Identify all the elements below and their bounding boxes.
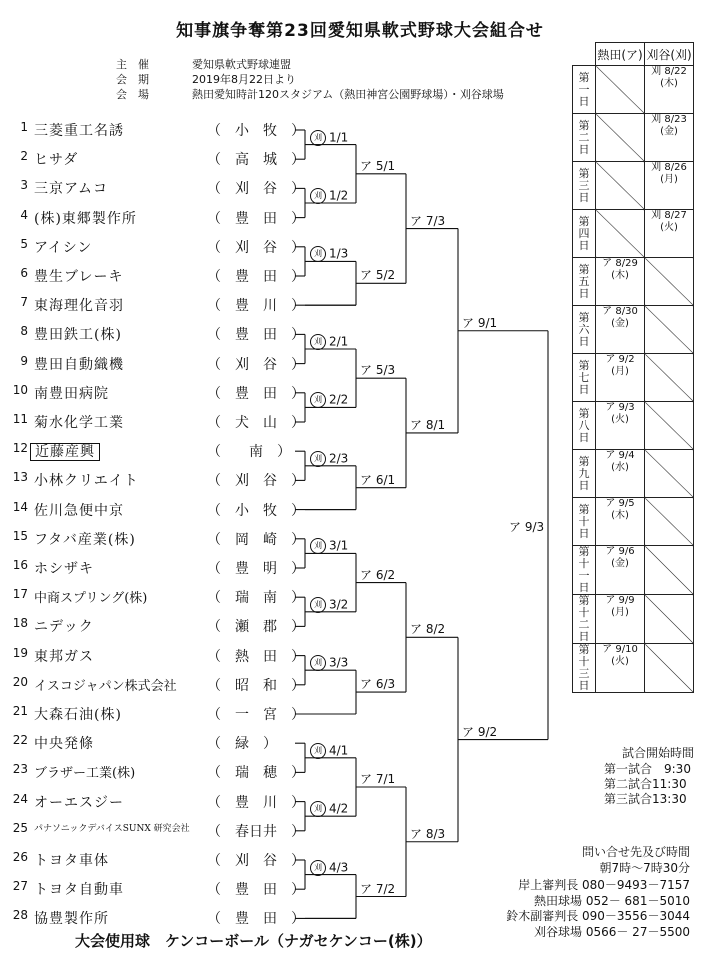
team-city: （ 豊 田 ） <box>207 327 305 344</box>
schedule-day-label: 第五日 <box>578 262 590 300</box>
team-number: 26 <box>12 850 28 864</box>
schedule-day <box>573 162 596 210</box>
team-city: （ 豊 川 ） <box>207 298 305 315</box>
team-number: 8 <box>20 324 28 339</box>
team-name-text: 中央発條 <box>34 736 94 753</box>
team-number: 14 <box>12 499 28 514</box>
schedule-atsuta-cell: ア 9/5 (木) <box>596 498 645 546</box>
match-label <box>310 451 348 467</box>
match-label <box>462 316 497 330</box>
venue-mark: 刈 <box>310 538 326 554</box>
info-value: 2019年8月22日より <box>192 73 296 86</box>
schedule-kariya-cell <box>645 306 694 354</box>
match-label <box>310 860 348 876</box>
venue-mark: 刈 <box>310 801 326 817</box>
contact-line: 刈谷球場 0566－ 27－5500 <box>534 924 690 939</box>
schedule-atsuta-cell <box>596 114 645 162</box>
match-label <box>360 159 395 173</box>
info-key: 主 催 <box>116 58 149 71</box>
schedule-atsuta-cell: ア 9/10 (火) <box>596 644 645 693</box>
schedule-header-kariya: 刈谷(刈) <box>645 43 694 66</box>
team-number: 28 <box>12 908 28 923</box>
schedule-header-atsuta: 熱田(ア) <box>596 43 645 66</box>
schedule-atsuta-cell <box>596 162 645 210</box>
schedule-row <box>573 546 694 595</box>
team-city: （ 刈 谷 ） <box>207 181 305 198</box>
match-date: ア 8/1 <box>410 417 446 432</box>
team-name-text: ホシザキ <box>34 561 94 577</box>
match-label <box>310 655 348 671</box>
info-value: 熱田愛知時計120スタジアム（熱田神宮公園野球場）・刈谷球場 <box>192 88 504 101</box>
info-key: 会 場 <box>116 88 149 101</box>
match-date: ア 6/1 <box>360 472 396 487</box>
match-label <box>360 772 395 786</box>
team-number: 6 <box>20 266 28 280</box>
match-date: 1/1 <box>329 130 349 145</box>
team-number: 4 <box>20 207 28 222</box>
team-name-text: トヨタ自動車 <box>34 882 124 899</box>
team-name-text: 佐川急便中京 <box>34 502 124 519</box>
schedule-day <box>573 114 596 162</box>
team-city: （ 豊 田 ） <box>207 911 305 928</box>
team-number: 20 <box>12 674 28 689</box>
schedule-day <box>573 402 596 450</box>
match-date: 1/2 <box>329 188 349 203</box>
team-city: （ 刈 谷 ） <box>207 473 305 490</box>
schedule-atsuta-cell: ア 9/6 (金) <box>596 546 645 595</box>
schedule-day <box>573 66 596 114</box>
schedule-row <box>573 402 694 450</box>
match-date: ア 5/3 <box>360 363 396 378</box>
team-name-text: 豊田鉄工(株) <box>34 327 122 344</box>
team-name-text: パナソニックデバイスSUNX 研究会社 <box>34 823 190 834</box>
match-date: ア 6/3 <box>360 677 396 692</box>
schedule-day <box>573 644 596 693</box>
match-label <box>310 743 348 759</box>
schedule-day <box>573 498 596 546</box>
schedule-row <box>573 595 694 644</box>
team-city: （ 豊 田 ） <box>207 385 305 402</box>
team-number: 13 <box>12 470 28 485</box>
match-label <box>410 214 445 228</box>
schedule-day <box>573 450 596 498</box>
schedule-table <box>572 42 694 693</box>
start-times-heading: 試合開始時間 <box>622 746 695 760</box>
team-name-text: 大森石油(株) <box>34 707 122 723</box>
team-city: （ 春日井 ） <box>207 823 305 840</box>
schedule-day-label: 第十二日 <box>578 594 590 643</box>
schedule-kariya-cell: 刈 8/22 (木) <box>645 66 694 114</box>
schedule-day-label: 第一日 <box>578 70 590 108</box>
start-time-line: 第二試合11:30 <box>604 777 687 791</box>
schedule-day <box>573 595 596 644</box>
team-number: 9 <box>20 353 28 368</box>
schedule-day <box>573 210 596 258</box>
team-number: 5 <box>20 236 28 251</box>
contact-line: 熱田球場 052－ 681－5010 <box>534 893 690 908</box>
team-city: （ 高 城 ） <box>207 152 305 169</box>
match-date: ア 9/2 <box>462 724 498 739</box>
match-date: 4/2 <box>329 801 349 816</box>
schedule-kariya-cell: 刈 8/27 (火) <box>645 210 694 258</box>
schedule-day-label: 第十三日 <box>578 643 590 692</box>
schedule-day-label: 第四日 <box>578 214 590 252</box>
schedule-day <box>573 354 596 402</box>
schedule-kariya-cell <box>645 402 694 450</box>
contact-hours: 朝7時～7時30分 <box>599 861 690 875</box>
team-city: （ 豊 田 ） <box>207 882 305 899</box>
venue-mark: 刈 <box>310 334 326 350</box>
team-number: 15 <box>12 528 28 543</box>
schedule-corner <box>573 43 596 66</box>
schedule-kariya-cell: 刈 8/26 (月) <box>645 162 694 210</box>
team-number: 12 <box>12 441 28 456</box>
team-city: （ 刈 谷 ） <box>207 853 305 869</box>
venue-mark: 刈 <box>310 597 326 613</box>
team-city: （ 豊 川 ） <box>207 794 305 811</box>
schedule-kariya-cell <box>645 498 694 546</box>
team-city: （ 犬 山 ） <box>207 415 305 431</box>
match-date: ア 6/2 <box>360 567 396 582</box>
team-name-text: ヒサダ <box>34 152 79 169</box>
schedule-day-label: 第九日 <box>578 454 590 492</box>
schedule-atsuta-cell: ア 8/29 (木) <box>596 258 645 306</box>
venue-mark: 刈 <box>310 655 326 671</box>
match-date: ア 7/1 <box>360 772 396 786</box>
schedule-row <box>573 66 694 114</box>
team-city: （ 瑞 南 ） <box>207 590 305 607</box>
match-label <box>360 363 395 377</box>
schedule-row <box>573 644 694 693</box>
team-number: 2 <box>20 149 28 164</box>
schedule-row <box>573 258 694 306</box>
team-number: 10 <box>12 382 28 397</box>
team-number: 25 <box>12 820 28 835</box>
match-label <box>462 725 497 739</box>
schedule-atsuta-cell <box>596 210 645 258</box>
team-name-text: 東海理化音羽 <box>34 298 124 315</box>
official-ball-note: 大会使用球 ケンコーボール（ナガセケンコー(株)） <box>75 932 432 950</box>
match-date: ア 9/1 <box>462 315 498 330</box>
schedule-atsuta-cell: ア 9/9 (月) <box>596 595 645 644</box>
team-city: （ 熱 田 ） <box>207 648 305 665</box>
schedule-kariya-cell <box>645 450 694 498</box>
team-name-text: 南豊田病院 <box>34 385 109 402</box>
match-date: 4/1 <box>329 743 349 758</box>
team-city: （ 岡 崎 ） <box>207 531 305 548</box>
contact-line: 岸上審判長 080－9493－7157 <box>518 878 690 892</box>
match-date: 4/3 <box>329 860 349 875</box>
info-key: 会 期 <box>116 73 149 86</box>
team-city: （ 豊 明 ） <box>207 561 305 577</box>
team-city: （ 刈 谷 ） <box>207 239 305 256</box>
team-name-text: 三京アムコ <box>34 181 109 198</box>
schedule-day <box>573 258 596 306</box>
match-date: ア 7/2 <box>360 881 396 896</box>
team-name-text: 豊田自動織機 <box>34 356 124 373</box>
match-label <box>410 622 445 636</box>
team-name-text: ブラザー工業(株) <box>34 766 136 782</box>
schedule-row <box>573 162 694 210</box>
team-number: 17 <box>12 587 28 602</box>
team-city: （ 緑 ） <box>207 736 277 753</box>
schedule-kariya-cell <box>645 258 694 306</box>
team-number: 27 <box>12 879 28 894</box>
schedule-row <box>573 354 694 402</box>
schedule-row <box>573 306 694 354</box>
schedule-day <box>573 306 596 354</box>
schedule-day-label: 第二日 <box>578 118 590 156</box>
team-number: 21 <box>12 704 28 718</box>
team-name-text: トヨタ車体 <box>34 853 109 869</box>
schedule-atsuta-cell: ア 9/4 (水) <box>596 450 645 498</box>
match-label <box>310 188 348 204</box>
match-label <box>410 418 445 432</box>
team-city: （ 瀬 郡 ） <box>207 619 305 636</box>
team-name-text: アイシン <box>34 239 93 256</box>
venue-mark: 刈 <box>310 860 326 876</box>
team-name-text: 近藤産興 <box>30 443 100 461</box>
team-city: （ 小 牧 ） <box>207 123 305 139</box>
schedule-atsuta-cell: ア 9/2 (月) <box>596 354 645 402</box>
schedule-kariya-cell <box>645 546 694 595</box>
schedule-kariya-cell <box>645 644 694 693</box>
team-name-text: 豊生ブレーキ <box>34 269 124 285</box>
match-date: ア 8/2 <box>410 622 446 637</box>
match-label <box>310 392 348 408</box>
team-name-text: イスコジャパン株式会社 <box>34 678 177 694</box>
team-city: （ 南 ） <box>207 444 291 461</box>
match-label <box>310 334 348 350</box>
schedule-row <box>573 210 694 258</box>
team-city: （ 刈 谷 ） <box>207 356 305 373</box>
venue-mark: 刈 <box>310 188 326 204</box>
schedule-day <box>573 546 596 595</box>
match-label <box>360 677 395 691</box>
team-number: 11 <box>12 412 28 426</box>
schedule-kariya-cell: 刈 8/23 (金) <box>645 114 694 162</box>
schedule-kariya-cell <box>645 354 694 402</box>
match-label <box>310 246 348 262</box>
match-date: ア 5/2 <box>360 268 396 283</box>
team-number: 16 <box>12 558 28 572</box>
match-label <box>360 568 395 582</box>
match-date: 1/3 <box>329 246 349 261</box>
team-city: （ 小 牧 ） <box>207 502 305 519</box>
start-time-line: 第一試合 9:30 <box>604 762 691 776</box>
venue-mark: 刈 <box>310 743 326 759</box>
team-name-text: 協豊製作所 <box>34 911 109 928</box>
schedule-kariya-cell <box>645 595 694 644</box>
venue-mark: 刈 <box>310 392 326 408</box>
team-number: 24 <box>12 791 28 806</box>
team-number: 7 <box>20 295 28 310</box>
match-date: 2/1 <box>329 334 349 349</box>
start-time-line: 第三試合13:30 <box>604 792 687 806</box>
match-date: 2/2 <box>329 392 349 407</box>
match-label <box>310 597 348 613</box>
team-number: 23 <box>12 762 28 777</box>
contact-heading: 問い合せ先及び時間 <box>581 845 690 859</box>
venue-mark: 刈 <box>310 246 326 262</box>
match-label <box>310 801 348 817</box>
team-number: 19 <box>12 645 28 660</box>
team-name-text: 三菱重工名誘 <box>34 123 124 139</box>
match-label <box>310 538 348 554</box>
team-city: （ 豊 田 ） <box>207 210 305 227</box>
match-label <box>310 130 348 146</box>
match-date: ア 9/3 <box>509 520 545 535</box>
team-number: 22 <box>12 733 28 748</box>
venue-mark: 刈 <box>310 451 326 467</box>
team-name-text: 東邦ガス <box>34 648 94 665</box>
schedule-day-label: 第三日 <box>578 166 590 204</box>
match-date: 3/2 <box>329 597 349 612</box>
team-city: （ 瑞 穂 ） <box>207 765 305 782</box>
schedule-day-label: 第八日 <box>578 406 590 444</box>
schedule-atsuta-cell: ア 9/3 (火) <box>596 402 645 450</box>
team-number: 18 <box>12 616 28 631</box>
match-date: ア 7/3 <box>410 213 446 228</box>
team-name-text: 中商スプリング(株) <box>34 591 148 607</box>
team-number: 3 <box>20 178 28 193</box>
schedule-atsuta-cell <box>596 66 645 114</box>
contact-line: 鈴木副審判長 090－3556－3044 <box>506 909 690 923</box>
team-name-text: ニデック <box>34 619 94 636</box>
match-date: 3/1 <box>329 538 349 553</box>
team-name-text: フタバ産業(株) <box>34 531 136 548</box>
match-label <box>410 827 445 841</box>
team-name-text: オーエスジー <box>34 794 124 811</box>
match-date: 2/3 <box>329 451 349 466</box>
schedule-atsuta-cell: ア 8/30 (金) <box>596 306 645 354</box>
venue-mark: 刈 <box>310 130 326 146</box>
team-name-text: (株)東郷製作所 <box>34 210 137 227</box>
info-value: 愛知県軟式野球連盟 <box>192 58 291 71</box>
match-label <box>360 882 395 896</box>
document-title: 知事旗争奪第23回愛知県軟式野球大会組合せ <box>176 21 544 41</box>
match-date: 3/3 <box>329 655 349 670</box>
team-name-text: 小林クリエイト <box>34 473 139 490</box>
match-date: ア 8/3 <box>410 826 446 841</box>
team-number: 1 <box>20 120 28 134</box>
team-city: （ 一 宮 ） <box>207 707 305 723</box>
team-name-text: 菊水化学工業 <box>34 415 124 431</box>
schedule-day-label: 第七日 <box>578 358 590 396</box>
schedule-day-label: 第十日 <box>578 502 590 540</box>
schedule-day-label: 第十一日 <box>578 545 590 594</box>
schedule-row <box>573 450 694 498</box>
schedule-row <box>573 498 694 546</box>
match-label <box>509 520 544 534</box>
match-label <box>360 268 395 282</box>
schedule-day-label: 第六日 <box>578 310 590 348</box>
match-date: ア 5/1 <box>360 158 396 173</box>
team-city: （ 豊 田 ） <box>207 269 305 285</box>
schedule-row <box>573 114 694 162</box>
match-label <box>360 473 395 487</box>
team-city: （ 昭 和 ） <box>207 677 305 694</box>
